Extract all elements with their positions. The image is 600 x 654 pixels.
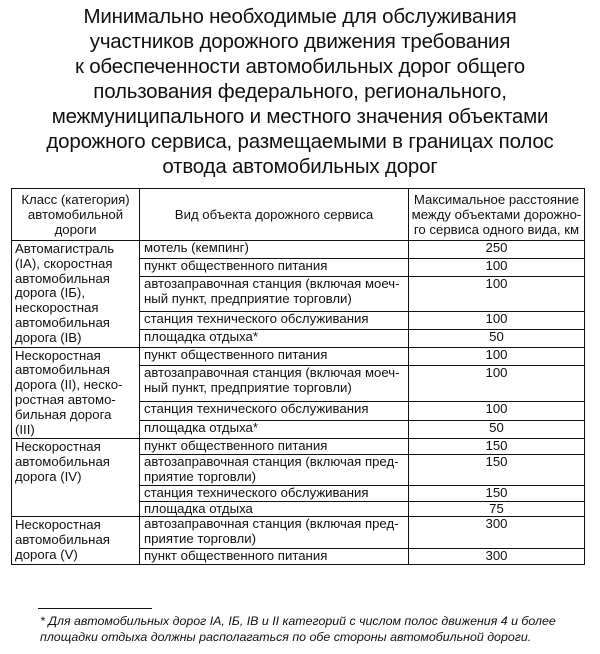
road-class-line: ростная автомо- (15, 391, 116, 407)
service-object-line: приятие торговли) (144, 468, 256, 484)
service-object-line: пункт общественного питания (144, 346, 328, 362)
service-object-cell (140, 548, 409, 564)
header-class (12, 189, 140, 241)
service-object-line: станция технического обслуживания (144, 484, 369, 500)
service-object-line: ный пункт, предприятие торговли) (144, 379, 352, 395)
max-distance-cell: 100 (409, 347, 585, 366)
service-object-cell (140, 455, 409, 486)
road-class-line: дорога (IБ), (15, 285, 85, 301)
header-distance-line: между объектами дорожно- (411, 207, 582, 222)
road-class-line: (IA), скоростная (15, 255, 113, 271)
title-line: пользования федерального, регионального, (93, 80, 507, 103)
service-object-line: станция технического обслуживания (144, 310, 369, 326)
service-object-line: мотель (кемпинг) (144, 240, 249, 255)
road-class-cell (12, 241, 140, 348)
header-distance (409, 189, 585, 241)
road-class-line: дорога (V) (15, 546, 78, 562)
service-object-cell (140, 241, 409, 259)
footnote (40, 613, 585, 645)
service-object-line: площадка отдыха* (144, 328, 258, 344)
service-object-line: станция технического обслуживания (144, 401, 369, 417)
service-object-line: автозаправочная станция (включая пред- (144, 516, 399, 532)
header-object: Вид объекта дорожного сервиса (140, 189, 409, 241)
service-object-line: автозаправочная станция (включая моеч- (144, 275, 400, 291)
document-title (20, 4, 580, 179)
title-line: к обеспеченности автомобильных дорог общего (74, 55, 526, 78)
header-class-line: автомобильной (27, 207, 124, 222)
road-class-line: нескоростная (15, 300, 99, 316)
max-distance-cell: 150 (409, 485, 585, 501)
footnote-line: * Для автомобильных дорог IA, IБ, IB и II категорий с числом полос движения 4 и более (40, 614, 556, 628)
header-distance-line: го сервиса одного вида, км (413, 222, 580, 237)
service-object-line: площадка отдыха* (144, 419, 258, 435)
max-distance-cell: 300 (409, 517, 585, 548)
max-distance-cell: 75 (409, 501, 585, 517)
service-object-cell (140, 347, 409, 366)
service-object-cell (140, 329, 409, 347)
max-distance-cell: 50 (409, 420, 585, 439)
max-distance-cell: 100 (409, 276, 585, 311)
title-line: участников дорожного движения требования (89, 30, 511, 53)
title-line: Минимально необходимые для обслуживания (83, 5, 517, 28)
max-distance-cell: 100 (409, 402, 585, 421)
road-class-line: автомобильная (15, 270, 110, 286)
road-class-line: автомобильная (15, 362, 110, 378)
road-class-line: дорога (II), неско- (15, 377, 123, 393)
road-class-line: (III) (15, 421, 35, 437)
max-distance-cell: 150 (409, 439, 585, 455)
service-object-cell (140, 439, 409, 455)
service-object-cell (140, 402, 409, 421)
road-class-line: Нескоростная (15, 347, 101, 363)
service-object-line: приятие торговли) (144, 531, 256, 547)
title-line: отвода автомобильных дорог (162, 155, 438, 178)
max-distance-cell: 300 (409, 548, 585, 564)
max-distance-cell: 150 (409, 455, 585, 486)
road-class-cell (12, 517, 140, 564)
title-line: дорожного сервиса, размещаемыми в границах полос (46, 130, 554, 153)
road-class-line: Нескоростная (15, 517, 101, 533)
table-row (12, 347, 585, 366)
table-body (12, 241, 585, 565)
requirements-table (11, 188, 585, 565)
road-class-cell (12, 347, 140, 439)
max-distance-cell: 100 (409, 311, 585, 329)
max-distance-cell: 250 (409, 241, 585, 259)
header-class-line: Класс (категория) (21, 192, 130, 207)
service-object-line: пункт общественного питания (144, 438, 328, 454)
max-distance-cell: 100 (409, 258, 585, 276)
table-header-row (12, 189, 585, 241)
service-object-cell (140, 420, 409, 439)
service-object-line: автозаправочная станция (включая моеч- (144, 365, 400, 381)
table-row (12, 241, 585, 259)
max-distance-cell: 100 (409, 366, 585, 402)
service-object-cell (140, 311, 409, 329)
service-object-line: площадка отдыха (144, 500, 253, 516)
road-class-line: бильная дорога (15, 406, 112, 422)
footnote-divider (38, 608, 152, 609)
road-class-line: автомобильная (15, 454, 110, 470)
road-class-line: автомобильная (15, 314, 110, 330)
service-object-cell (140, 276, 409, 311)
service-object-line: пункт общественного питания (144, 547, 328, 563)
service-object-cell (140, 501, 409, 517)
max-distance-cell: 50 (409, 329, 585, 347)
service-object-cell (140, 258, 409, 276)
service-object-line: пункт общественного питания (144, 257, 328, 273)
service-object-cell (140, 485, 409, 501)
title-line: межмуниципального и местного значения объектами (51, 105, 549, 128)
service-object-cell (140, 366, 409, 402)
service-object-line: ный пункт, предприятие торговли) (144, 290, 352, 306)
service-object-cell (140, 517, 409, 548)
service-object-line: автозаправочная станция (включая пред- (144, 454, 399, 470)
header-class-line: дороги (54, 222, 97, 237)
road-class-line: Нескоростная (15, 439, 101, 455)
road-class-line: автомобильная (15, 532, 110, 548)
road-class-line: дорога (IB) (15, 329, 82, 345)
road-class-cell (12, 439, 140, 517)
road-class-line: дорога (IV) (15, 468, 82, 484)
road-class-line: Автомагистраль (15, 241, 115, 256)
table-row (12, 517, 585, 548)
footnote-line: площадки отдыха должны располагаться по обе стороны автомобильной дороги. (40, 630, 532, 644)
header-distance-line: Максимальное расстояние (413, 192, 580, 207)
table-row (12, 439, 585, 455)
